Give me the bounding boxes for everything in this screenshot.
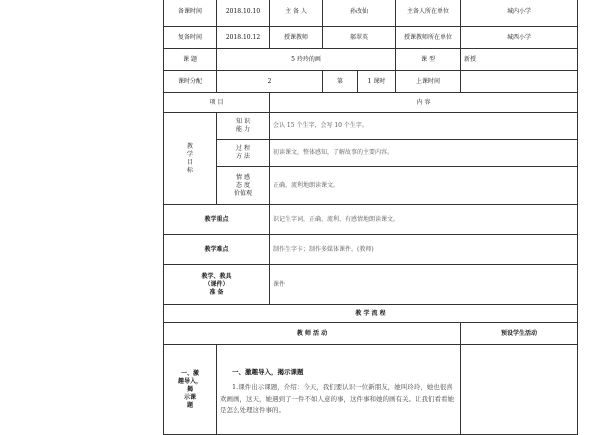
prep-time-value: 2018.10.10 [217, 0, 270, 27]
flow-title: 教 学 流 程 [164, 305, 578, 323]
teacher-unit-label: 授课教师所在单位 [396, 27, 461, 49]
tools-label-line: 教学、教具 [201, 272, 232, 280]
hours-label: 课时分配 [164, 71, 217, 93]
type-value: 新授 [461, 49, 578, 71]
goal-text-process: 初读课文，整体感知，了解故事的主要内容。 [270, 140, 578, 167]
goals-char: 教 [186, 142, 193, 150]
hours-value: 2 [217, 71, 323, 93]
step-label-line: 一、激 [180, 369, 199, 377]
teacher-label: 授课教师 [270, 27, 323, 49]
date-value [461, 71, 578, 93]
goal-label-process [217, 140, 270, 167]
period-prefix: 第 [323, 71, 358, 93]
period-value: 1 课时 [358, 71, 396, 93]
step-text: 1.课件出示课题，介绍：今天，我们要认识一位新朋友，她叫玲玲，她也很喜欢画画，这天，她遇到了一件不如人意的事，这件事和她的画有关。让我们看看她是怎么处理这件事的。 [220, 383, 454, 415]
lesson-plan-table [163, 0, 578, 435]
step-label-line: 揭 [186, 385, 193, 393]
step-content [217, 345, 461, 435]
date-label: 上课时间 [396, 71, 461, 93]
topic-value: 5 玲玲的画 [217, 49, 396, 71]
preparer-value: 孙改仙 [323, 0, 396, 27]
goals-char: 标 [186, 166, 193, 174]
step-label [164, 345, 217, 435]
teacher-unit-value: 城西小学 [461, 27, 578, 49]
step-title: 一、激趣导入，揭示课题 [232, 368, 304, 377]
preparer-label: 主 备 人 [270, 0, 323, 27]
type-label: 课 型 [396, 49, 461, 71]
review-time-label: 复备时间 [164, 27, 217, 49]
goal-text-knowledge: 会认 15 个生字，会写 10 个生字。 [270, 113, 578, 140]
tools-label [164, 265, 270, 305]
step-label-line: 题 [186, 401, 193, 409]
difficulty-text: 制作生字卡；制作多媒体课件。(教师) [270, 235, 578, 265]
key-point-label: 教学重点 [164, 205, 270, 235]
goal-label-line: 方 法 [236, 153, 250, 160]
teacher-activity-header: 教 师 活 动 [164, 323, 461, 345]
goals-char: 学 [186, 150, 193, 158]
goal-label-line: 情 感 [236, 173, 250, 181]
goal-label-emotion [217, 167, 270, 205]
goals-group-label [164, 113, 217, 205]
goal-label-line: 态 度 [236, 181, 250, 189]
key-point-text: 识记生字词，正确、流利、有感情地朗读课文。 [270, 205, 578, 235]
student-activity-header: 预设学生活动 [461, 323, 578, 345]
tools-label-line: 准 备 [209, 288, 224, 296]
goal-label-line: 知 识 [236, 118, 250, 125]
topic-label: 课 题 [164, 49, 217, 71]
goal-label-knowledge [217, 113, 270, 140]
tools-label-line: （课件） [204, 280, 229, 288]
step-label-line: 示课 [183, 393, 196, 401]
goal-label-line: 价值观 [233, 189, 252, 197]
goal-label-line: 过 程 [236, 145, 250, 152]
student-activity-cell [461, 345, 578, 435]
prep-time-label: 备课时间 [164, 0, 217, 27]
preparer-unit-value: 城内小学 [461, 0, 578, 27]
content-header: 内 容 [270, 93, 578, 113]
teacher-value: 郝翠英 [323, 27, 396, 49]
review-time-value: 2018.10.12 [217, 27, 270, 49]
goal-label-line: 能 力 [236, 126, 250, 133]
tools-text: 课件 [270, 265, 578, 305]
goal-text-emotion: 正确、流利地朗读课文。 [270, 167, 578, 205]
step-label-line: 趣导入， [177, 377, 202, 385]
difficulty-label: 教学难点 [164, 235, 270, 265]
item-header: 项 目 [164, 93, 270, 113]
goals-char: 目 [186, 158, 193, 166]
preparer-unit-label: 主备人所在单位 [396, 0, 461, 27]
